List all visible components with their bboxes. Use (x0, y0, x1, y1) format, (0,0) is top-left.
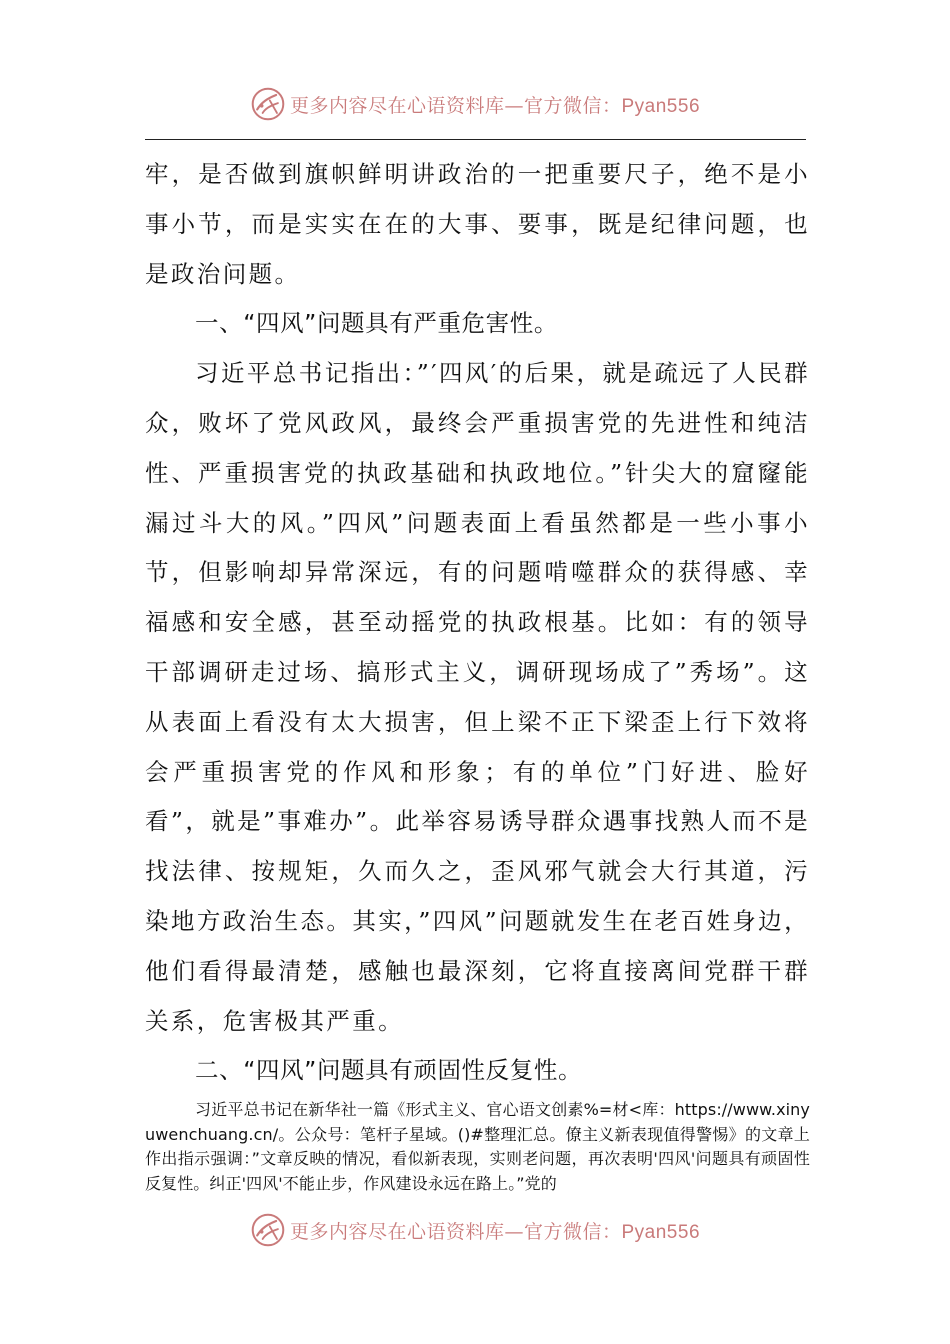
paragraph-section-2: 习近平总书记在新华社一篇《形式主义、官心语文创素%=材<库：https://www.xinyuwenchuang.cn/。公众号：笔杆子星域。()#整理汇总。僚主义新表现值得警惕》的文章上作出指示强调：”文章反映的情况，看似新表现，实则老问题，再次表明'四风'问题具有顽固性反复性。纠正'四风'不能止步，作风建设永远在路上。”党的 (145, 1100, 810, 1193)
header-banner (0, 82, 950, 126)
banner-text (290, 1217, 700, 1244)
writing-hand-logo-icon (250, 1212, 286, 1248)
banner-slogan: 更多内容尽在心语资料库—官方微信： (289, 1220, 622, 1243)
paragraph-section-1: 习近平总书记指出：”′四风′的后果，就是疏远了人民群众，败坏了党风政风，最终会严重损害党的先进性和纯洁性、严重损害党的执政基础和执政地位。”针尖大的窟窿能漏过斗大的风。”四风”问题表面上看虽然都是一些小事小节，但影响却异常深远，有的问题啃噬群众的获得感、幸福感和安全感，甚至动摇党的执政根基。比如：有的领导干部调研走过场、搞形式主义，调研现场成了”秀场”。这从表面上看没有太大损害，但上梁不正下梁歪上行下效将会严重损害党的作风和形象；有的单位”门好进、脸好看”，就是”事难办”。此举容易诱导群众遇事找熟人而不是找法律、按规矩，久而久之，歪风邪气就会大行其道，污染地方政治生态。其实，”四风”问题就发生在老百姓身边，他们看得最清楚，感触也最深刻，它将直接离间党群干群关系，危害极其严重。 (145, 359, 810, 1035)
header-divider (145, 139, 806, 140)
section-heading-1: 一、“四风”问题具有严重危害性。 (195, 309, 558, 338)
banner-wechat-id: Pyan556 (621, 95, 701, 117)
banner-wechat-id: Pyan556 (621, 1221, 701, 1243)
paragraph-continuation: 牢，是否做到旗帜鲜明讲政治的一把重要尺子，绝不是小事小节，而是实实在在的大事、要事，既是纪律问题，也是政治问题。 (145, 160, 810, 288)
banner-text (290, 91, 700, 118)
footer-banner (0, 1208, 950, 1252)
section-heading-2: 二、“四风”问题具有顽固性反复性。 (195, 1056, 583, 1085)
banner-slogan: 更多内容尽在心语资料库—官方微信： (289, 94, 622, 117)
writing-hand-logo-icon (250, 86, 286, 122)
document-body (145, 150, 810, 1196)
